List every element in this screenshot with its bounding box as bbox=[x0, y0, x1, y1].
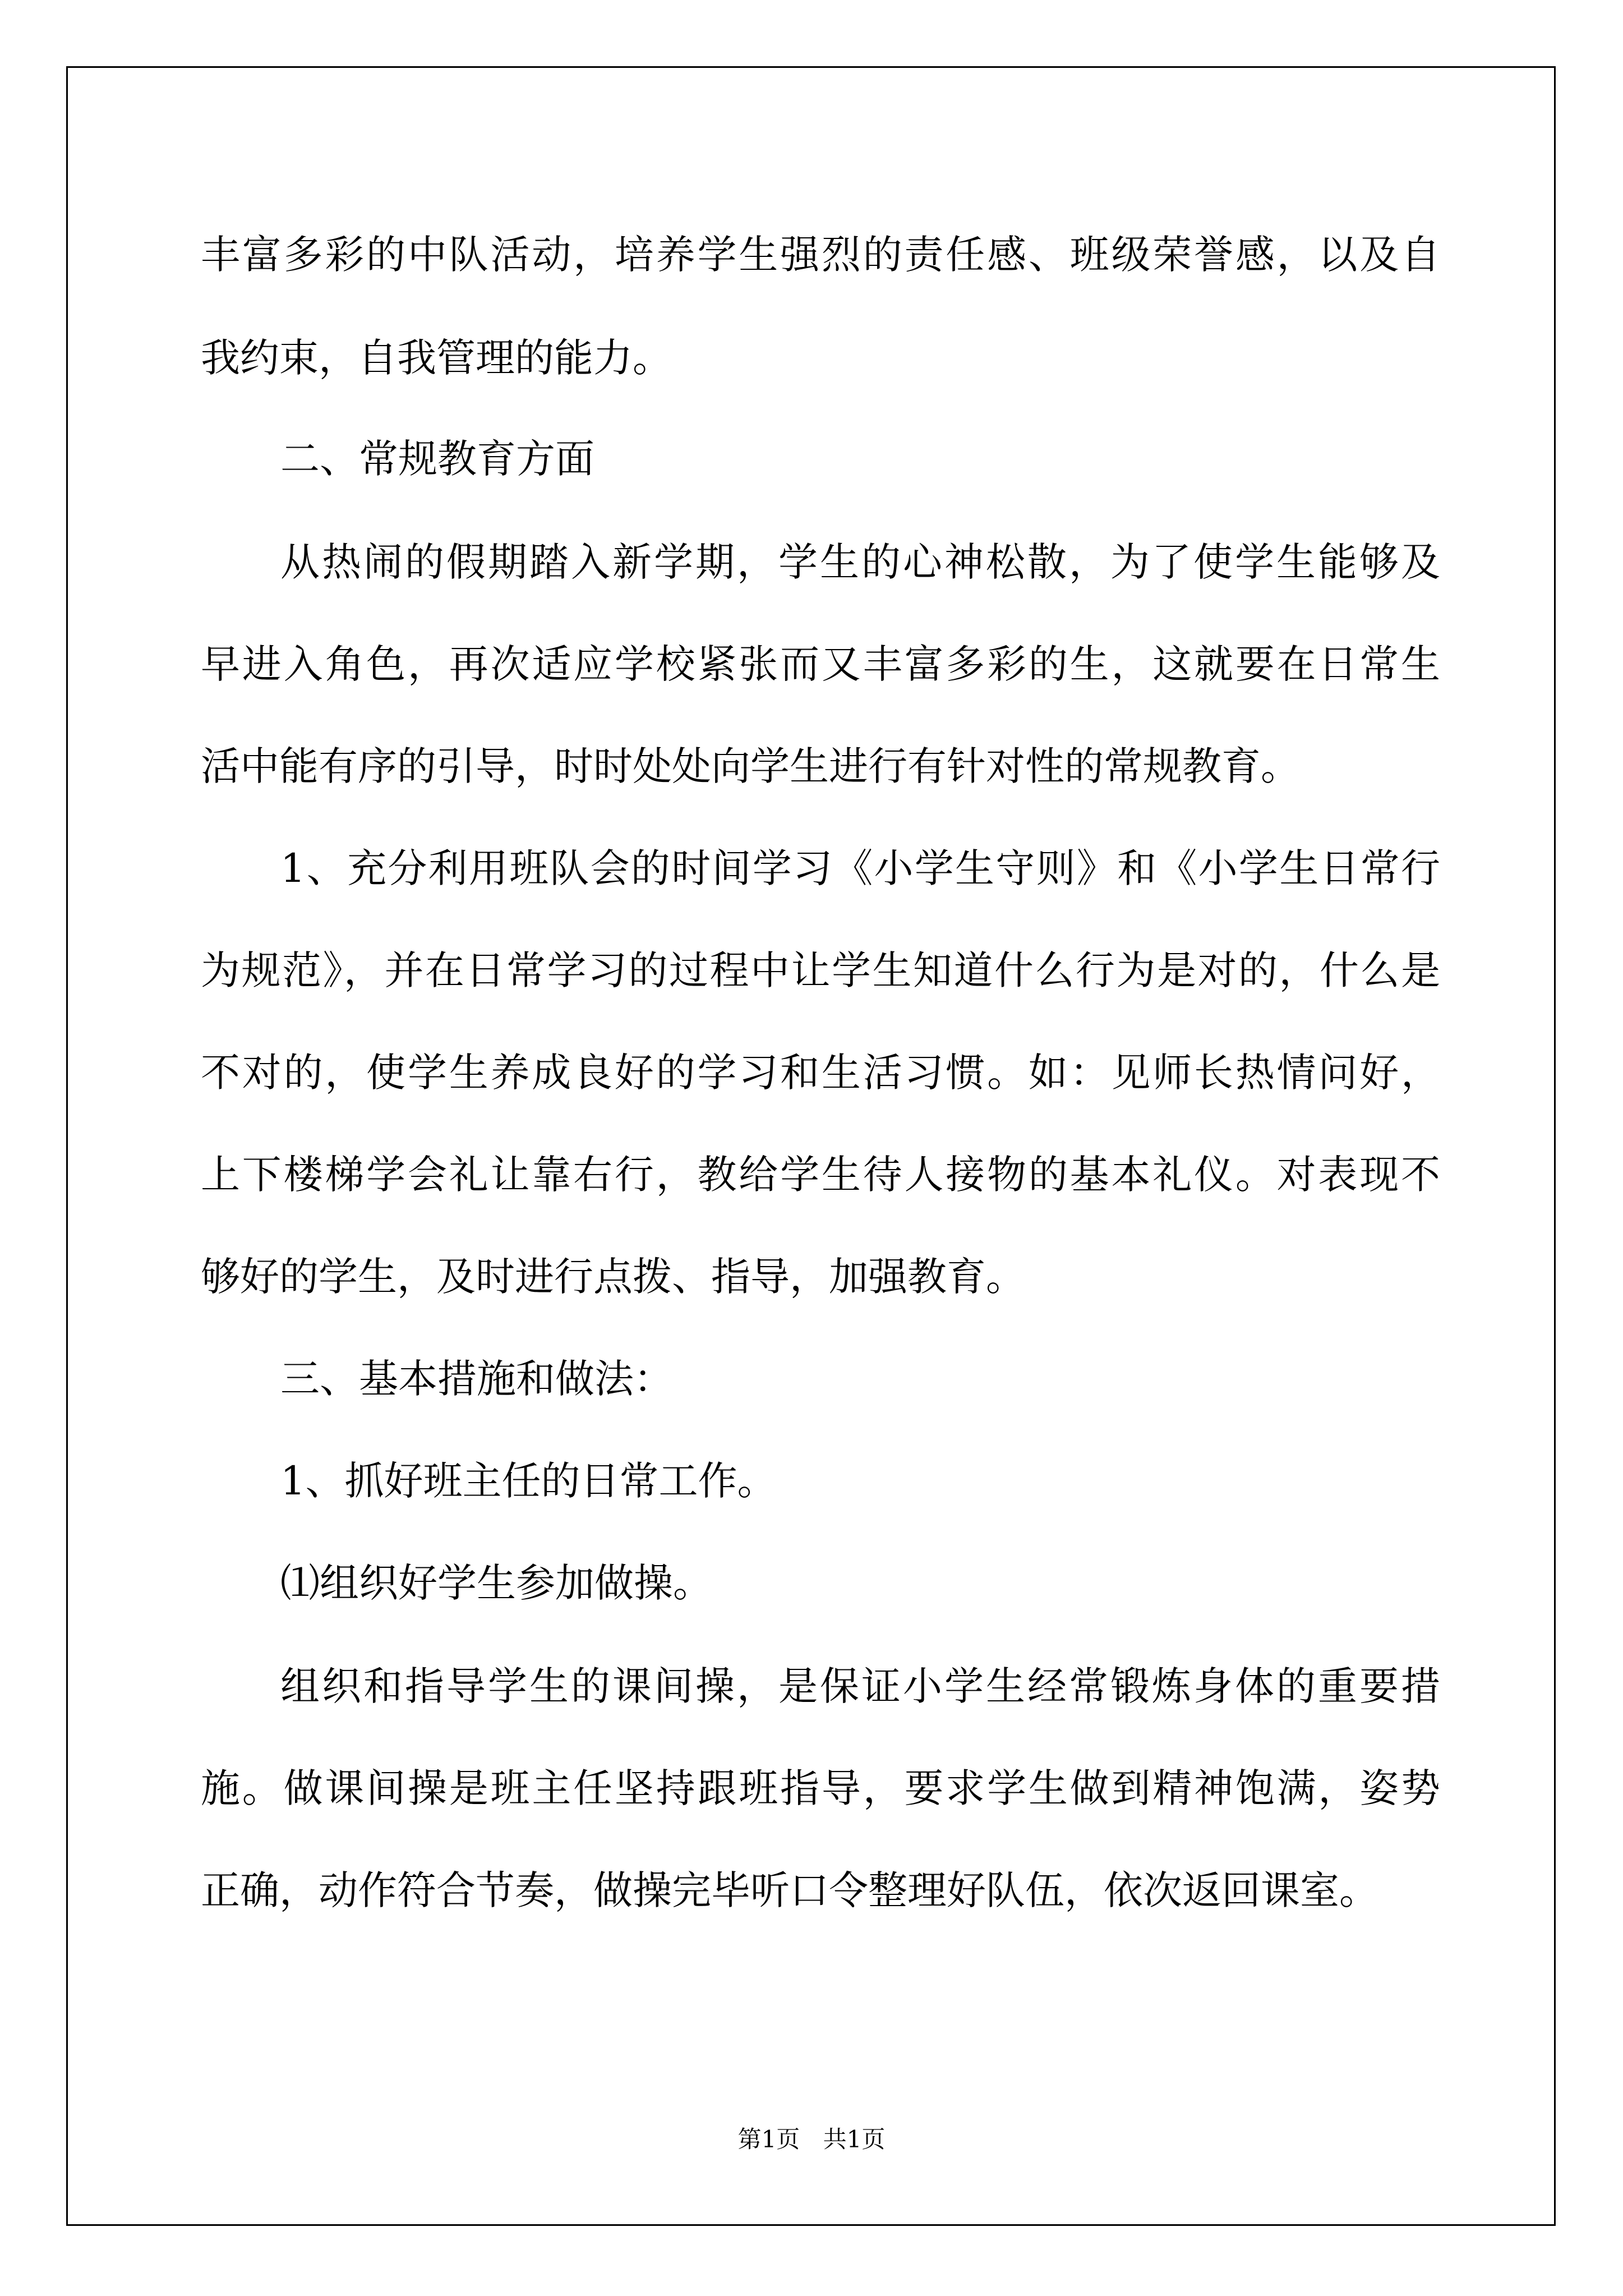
paragraph-line: 为规范》，并在日常学习的过程中让学生知道什么行为是对的，什么是 bbox=[201, 947, 1440, 993]
paragraph-line: 活中能有序的引导，时时处处向学生进行有针对性的常规教育。 bbox=[201, 743, 1300, 789]
paragraph-line: 正确，动作符合节奏，做操完毕听口令整理好队伍，依次返回课室。 bbox=[201, 1867, 1378, 1913]
paragraph-line: 施。做课间操是班主任坚持跟班指导，要求学生做到精神饱满，姿势 bbox=[201, 1765, 1440, 1811]
paragraph-line: 1、充分利用班队会的时间学习《小学生守则》和《小学生日常行 bbox=[280, 845, 1440, 891]
subsection-heading: 1、抓好班主任的日常工作。 bbox=[280, 1458, 777, 1504]
subsection-heading: ⑴组织好学生参加做操。 bbox=[280, 1560, 712, 1606]
paragraph-line: 从热闹的假期踏入新学期，学生的心神松散，为了使学生能够及 bbox=[280, 539, 1440, 585]
paragraph-line: 我约束，自我管理的能力。 bbox=[201, 335, 672, 381]
section-heading: 三、基本措施和做法： bbox=[280, 1356, 673, 1402]
paragraph-line: 够好的学生，及时进行点拨、指导，加强教育。 bbox=[201, 1254, 1025, 1300]
page-number: 第1页 bbox=[737, 2125, 800, 2153]
paragraph-line: 组织和指导学生的课间操，是保证小学生经常锻炼身体的重要措 bbox=[280, 1663, 1440, 1709]
paragraph-line: 不对的，使学生养成良好的学习和生活习惯。如：见师长热情问好， bbox=[201, 1050, 1440, 1096]
paragraph-line: 丰富多彩的中队活动，培养学生强烈的责任感、班级荣誉感，以及自 bbox=[201, 232, 1440, 278]
paragraph-line: 上下楼梯学会礼让靠右行，教给学生待人接物的基本礼仪。对表现不 bbox=[201, 1152, 1440, 1198]
section-heading: 二、常规教育方面 bbox=[280, 436, 594, 482]
paragraph-line: 早进入角色，再次适应学校紧张而又丰富多彩的生，这就要在日常生 bbox=[201, 641, 1440, 687]
page-total: 共1页 bbox=[823, 2125, 886, 2153]
page-footer bbox=[0, 2124, 1623, 2155]
